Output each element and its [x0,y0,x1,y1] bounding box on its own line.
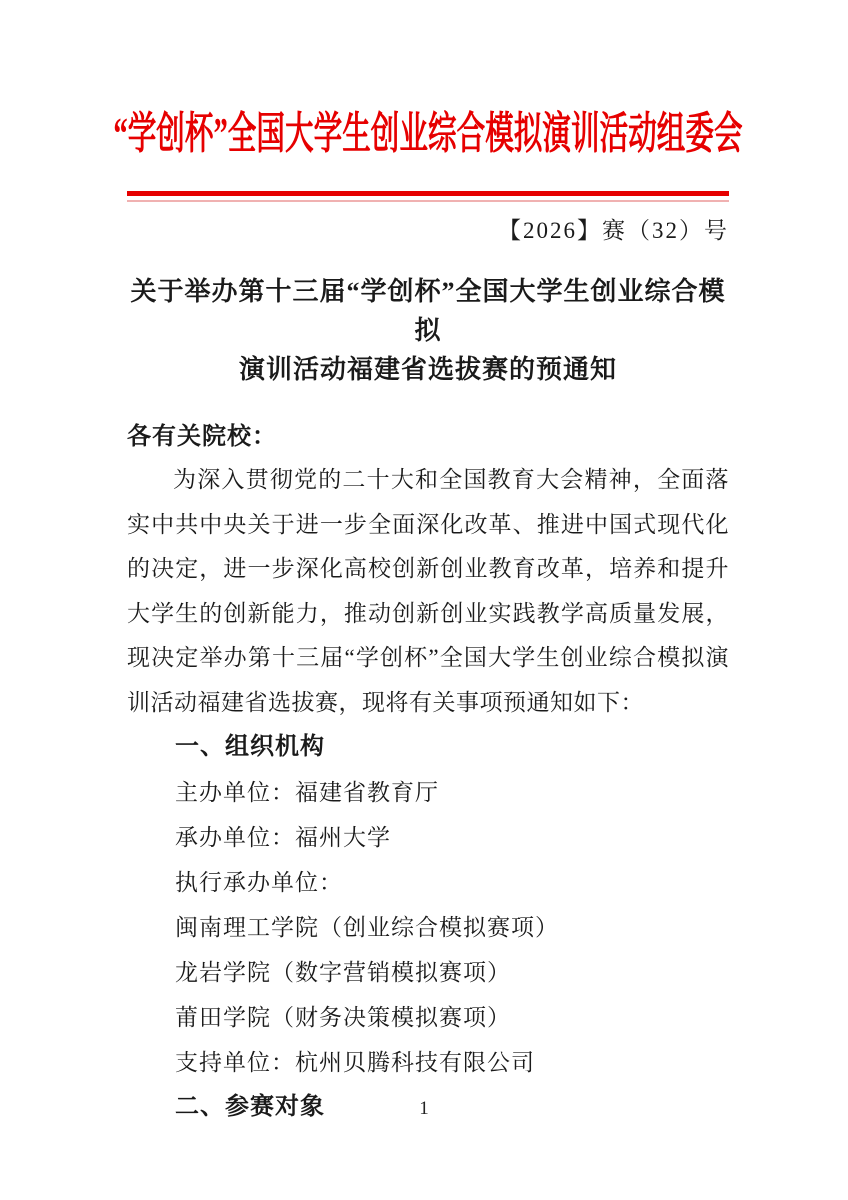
letterhead-rule-thick [127,191,729,196]
document-title [127,272,729,389]
organization-list [127,770,729,1085]
page-number: 1 [419,1098,429,1119]
list-item-executive-unit-label: 执行承办单位： [175,869,343,895]
list-item-host-unit: 主办单位：福建省教育厅 [175,779,439,805]
letterhead [113,0,743,161]
letterhead-org-name: “学创杯”全国大学生创业综合模拟演训活动组委会 [113,109,743,158]
list-item-executive-unit-3: 莆田学院（财务决策模拟赛项） [175,1004,511,1030]
document-title-line1: 关于举办第十三届“学创杯”全国大学生创业综合模拟 [130,277,726,345]
list-item-executive-unit-1: 闽南理工学院（创业综合模拟赛项） [175,914,559,940]
section1-heading: 一、组织机构 [175,733,325,760]
document-title-line2: 演训活动福建省选拔赛的预通知 [238,355,617,384]
list-item-organizer-unit: 承办单位：福州大学 [175,824,391,850]
section2-heading: 二、参赛对象 [175,1092,325,1120]
list-item-support-unit: 支持单位：杭州贝腾科技有限公司 [175,1049,535,1075]
intro-paragraph: 为深入贯彻党的二十大和全国教育大会精神，全面落实中共中央关于进一步全面深化改革、推进中国式现代化的决定，进一步深化高校创新创业教育改革，培养和提升大学生的创新能力，推动创新创业实践教学高质量发展，现决定举办第十三届“学创杯”全国大学生创业综合模拟演训活动福建省选拔赛，现将有关事项预通知如下： [127,467,729,715]
salutation: 各有关院校： [127,424,277,450]
list-item-executive-unit-2: 龙岩学院（数字营销模拟赛项） [175,959,511,985]
document-number: 【2026】赛（32）号 [498,218,729,243]
letterhead-rule-thin [127,200,729,202]
